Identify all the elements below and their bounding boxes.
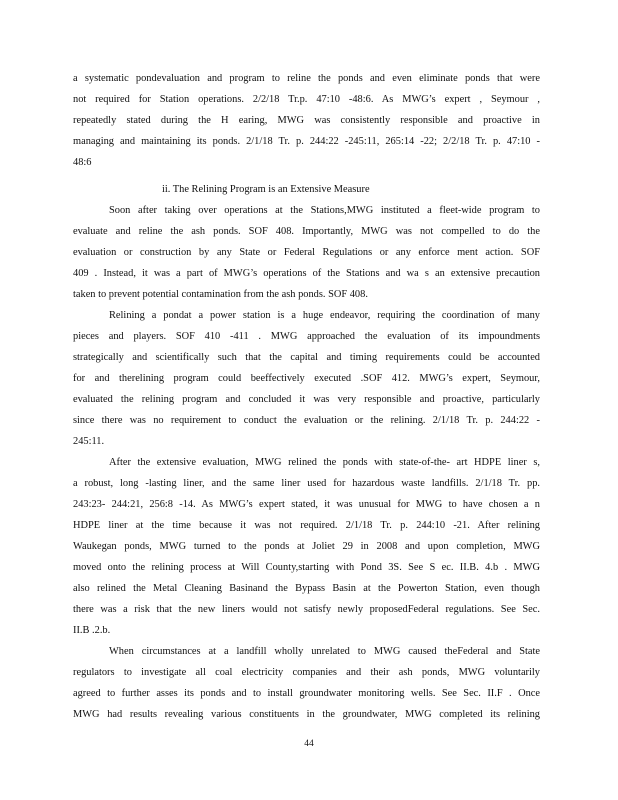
text-line-21: HDPE liner at the time because it was not required. 2/1/18 Tr. p. 244:10 -21. After relining	[73, 520, 540, 531]
text-line-19: a robust, long -lasting liner, and the same liner used for hazardous waste landfills. 2/1/18 Tr. pp.	[73, 478, 540, 489]
text-line-18: After the extensive evaluation, MWG relined the ponds with state-of-the- art HDPE liner s,	[109, 457, 540, 468]
text-line-20: 243:23- 244:21, 256:8 -14. As MWG’s expert stated, it was unusual for MWG to have chosen a n	[73, 499, 540, 510]
text-line-16: since there was no requirement to conduct the evaluation or the relining. 2/1/18 Tr. p. 244:22 -	[73, 415, 540, 426]
text-line-3: repeatedly stated during the H earing, MWG was consistently responsible and proactive in	[73, 115, 540, 126]
text-line-10: taken to prevent potential contamination from the ash ponds. SOF 408.	[73, 289, 368, 300]
text-line-26: II.B .2.b.	[73, 625, 111, 636]
text-line-28: regulators to investigate all coal electricity companies and their ash ponds, MWG voluntarily	[73, 667, 540, 678]
text-line-1: a systematic pondevaluation and program to reline the ponds and even eliminate ponds that were	[73, 73, 540, 84]
text-line-4: managing and maintaining its ponds. 2/1/18 Tr. p. 244:22 -245:11, 265:14 -22; 2/2/18 Tr. p. 47:10 -	[73, 136, 540, 147]
text-line-24: also relined the Metal Cleaning Basinand the Bypass Basin at the Powerton Station, even though	[73, 583, 540, 594]
text-line-22: Waukegan ponds, MWG turned to the ponds at Joliet 29 in 2008 and upon completion, MWG	[73, 541, 540, 552]
text-line-8: evaluation or construction by any State or Federal Regulations or any enforce ment action. SOF	[73, 247, 540, 258]
text-line-12: pieces and players. SOF 410 -411 . MWG approached the evaluation of its impoundments	[73, 331, 540, 342]
text-line-6: Soon after taking over operations at the Stations,MWG instituted a fleet-wide program to	[109, 205, 540, 216]
text-line-17: 245:11.	[73, 436, 105, 447]
text-line-15: evaluated the relining program and concluded it was very responsible and proactive, particularly	[73, 394, 540, 405]
page-number: 44	[304, 739, 314, 749]
text-line-23: moved onto the relining process at Will County,starting with Pond 3S. See S ec. II.B. 4.b . MWG	[73, 562, 540, 573]
text-line-13: strategically and scientifically such that the capital and timing requirements could be accounted	[73, 352, 540, 363]
text-line-9: 409 . Instead, it was a part of MWG’s operations of the Stations and wa s an extensive precaution	[73, 268, 540, 279]
text-line-29: agreed to further asses its ponds and to install groundwater monitoring wells. See Sec. II.F . Once	[73, 688, 540, 699]
text-line-11: Relining a pondat a power station is a huge endeavor, requiring the coordination of many	[109, 310, 540, 321]
text-line-30: MWG had results revealing various constituents in the groundwater, MWG completed its relining	[73, 709, 540, 720]
text-line-7: evaluate and reline the ash ponds. SOF 408. Importantly, MWG was not compelled to do the	[73, 226, 540, 237]
text-line-14: for and therelining program could beeffectively executed .SOF 412. MWG’s expert, Seymour,	[73, 373, 540, 384]
text-line-5: 48:6	[73, 157, 92, 168]
text-line-25: there was a risk that the new liners would not satisfy newly proposedFederal regulations. See Sec.	[73, 604, 540, 615]
text-line-2: not required for Station operations. 2/2/18 Tr.p. 47:10 -48:6. As MWG’s expert , Seymour ,	[73, 94, 540, 105]
section-heading: ii. The Relining Program is an Extensive Measure	[162, 184, 370, 195]
text-line-27: When circumstances at a landfill wholly unrelated to MWG caused theFederal and State	[109, 646, 540, 657]
